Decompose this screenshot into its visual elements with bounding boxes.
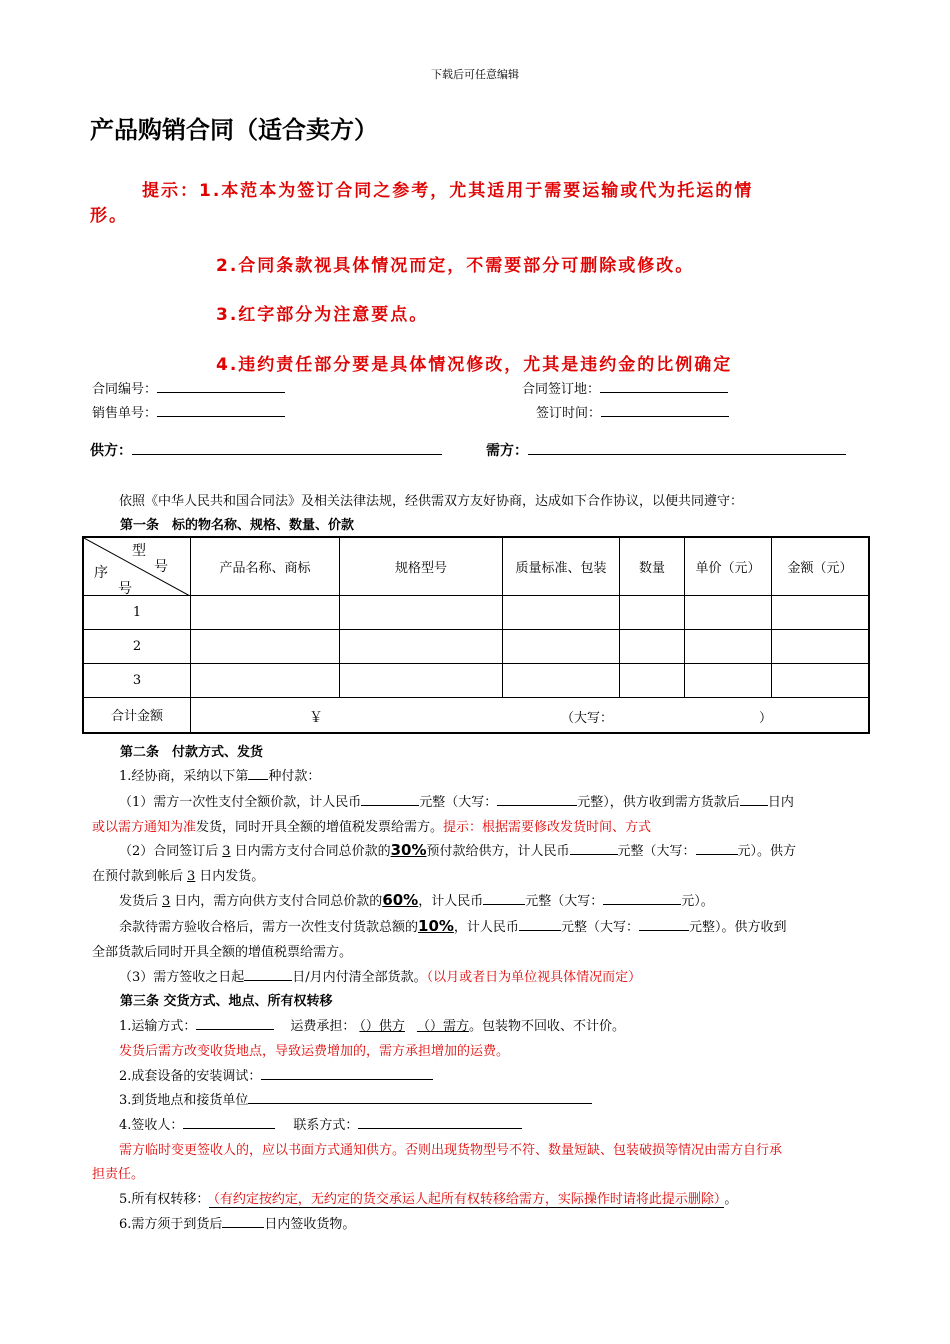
tip-4: 4.违约责任部分要是具体情况修改，尤其是违约金的比例确定 <box>216 355 733 375</box>
option-2-line2 <box>92 865 264 884</box>
p5-text-b: 日内发货。 <box>199 869 265 884</box>
col-header-unit-price: 单价（元） <box>685 537 772 595</box>
contact-blank[interactable] <box>358 1114 522 1129</box>
p1-text-a: 1.经协商，采纳以下第 <box>119 769 249 784</box>
table-row <box>83 663 869 697</box>
buyer-field[interactable] <box>486 440 846 460</box>
p4-days[interactable]: 3 <box>222 844 231 859</box>
cell-unit-price[interactable] <box>685 629 772 663</box>
option-2-line5: 全部货款后同时开具全额的增值税票给需方。 <box>92 945 353 960</box>
total-row <box>83 697 869 733</box>
cell-product[interactable] <box>191 663 340 697</box>
article-3-title: 第三条 交货方式、地点、所有权转移 <box>120 994 333 1009</box>
p7-text-a: 余款待需方验收合格后，需方一次性支付货款总额的 <box>119 920 419 935</box>
diagonal-header-cell <box>83 537 191 595</box>
buyer-label: 需方： <box>486 443 528 459</box>
installation-blank[interactable] <box>261 1065 433 1080</box>
p2-text-c: 元整），供方收到需方货款后 <box>577 795 740 810</box>
payment-choice-blank[interactable] <box>248 765 268 780</box>
row-index: 3 <box>83 663 191 697</box>
header-note: 下载后可任意编辑 <box>431 68 519 81</box>
l8-text-b: 。 <box>724 1192 738 1207</box>
p6-percent[interactable]: 60% <box>382 891 419 909</box>
col-header-qty: 数量 <box>620 537 685 595</box>
yen-sign: ￥ <box>309 709 323 726</box>
p3-red-tip: 提示：根据需要修改发货时间、方式 <box>443 820 652 835</box>
tip-1-line2: 形。 <box>90 206 128 226</box>
l8-text-a: 5.所有权转移： <box>119 1192 210 1207</box>
table-row <box>83 629 869 663</box>
total-label: 合计金额 <box>83 697 191 733</box>
p4-text-a: （2）合同签订后 <box>119 844 219 859</box>
ship-days-blank[interactable] <box>740 791 768 806</box>
cell-amount[interactable] <box>772 629 870 663</box>
p7-text-b: ，计人民币 <box>453 920 519 935</box>
p4-text-b: 日内需方支付合同总价款的 <box>234 844 391 859</box>
supplier-blank[interactable] <box>132 440 442 455</box>
payoff-days-blank[interactable] <box>244 966 292 981</box>
diag-label-xu: 序 <box>94 565 108 581</box>
l5-text-a: 4.签收人： <box>119 1118 184 1133</box>
option-2-line3 <box>119 890 714 909</box>
l1-text-a: 1.运输方式： <box>119 1019 197 1034</box>
cell-quality[interactable] <box>503 629 620 663</box>
l9-text-a: 6.需方须于到货后 <box>119 1217 223 1232</box>
freight-buyer-option[interactable]: （）需方 <box>416 1019 469 1034</box>
cell-quality[interactable] <box>503 595 620 629</box>
sales-no-label: 销售单号： <box>92 406 158 421</box>
sales-no-blank[interactable] <box>157 402 285 417</box>
p4-text-c: 预付款给供方，计人民币 <box>426 844 570 859</box>
sign-place-field[interactable] <box>522 378 728 397</box>
daxie-close: ） <box>759 710 773 726</box>
p4-percent[interactable]: 30% <box>390 841 427 859</box>
full-amount-daxie-blank[interactable] <box>497 791 577 806</box>
p3-text: 发货，同时开具全额的增值税发票给需方。 <box>196 820 444 835</box>
cell-quality[interactable] <box>503 663 620 697</box>
cell-spec[interactable] <box>340 629 503 663</box>
contract-no-blank[interactable] <box>157 378 285 393</box>
p7-text-d: 元整）。供方收到 <box>688 920 787 935</box>
l5-text-b: 联系方式： <box>293 1118 359 1133</box>
table-row <box>83 595 869 629</box>
diag-label-xing: 型 <box>132 543 146 559</box>
delivery-place-blank[interactable] <box>248 1089 592 1104</box>
p9-red-tip: （以月或者日为单位视具体情况而定） <box>426 970 642 985</box>
l1-text-e: 。包装物不回收、不计价。 <box>468 1019 625 1034</box>
receiver-change-note-2: 担责任。 <box>92 1167 145 1182</box>
cell-spec[interactable] <box>340 595 503 629</box>
contract-no-field[interactable] <box>92 378 285 397</box>
cell-qty[interactable] <box>620 663 685 697</box>
l9-text-b: 日内签收货物。 <box>264 1217 356 1232</box>
option-3-line <box>119 966 641 985</box>
sign-time-blank[interactable] <box>601 402 729 417</box>
cell-qty[interactable] <box>620 595 685 629</box>
second-pay-daxie-blank[interactable] <box>603 890 681 905</box>
supplier-field[interactable] <box>90 440 442 460</box>
ownership-red-tip: （有约定按约定，无约定的货交承运人起所有权转移给需方，实际操作时请将此提示删除） <box>209 1192 724 1208</box>
contract-no-label: 合同编号： <box>92 382 158 397</box>
p5-text-a: 在预付款到帐后 <box>92 869 184 884</box>
option-1-line2 <box>92 816 651 835</box>
p2-text-d: 日内 <box>767 795 794 810</box>
goods-table <box>82 536 870 734</box>
p6-text-c: ，计人民币 <box>418 894 484 909</box>
total-amount-cell[interactable] <box>191 697 870 733</box>
signoff-line <box>119 1213 355 1232</box>
sign-place-label: 合同签订地： <box>522 382 601 397</box>
p6-text-e: 元）。 <box>681 894 714 909</box>
sign-time-field[interactable] <box>536 402 729 421</box>
freight-change-note: 发货后需方改变收货地点，导致运费增加的，需方承担增加的运费。 <box>119 1044 510 1059</box>
p6-text-d: 元整（大写： <box>525 894 604 909</box>
p4-text-d: 元整（大写： <box>617 844 696 859</box>
p6-days[interactable]: 3 <box>162 894 171 909</box>
cell-qty[interactable] <box>620 629 685 663</box>
cell-product[interactable] <box>191 595 340 629</box>
payment-choice-line <box>119 765 320 784</box>
col-header-quality: 质量标准、包装 <box>503 537 620 595</box>
option-2-line4 <box>119 916 786 935</box>
col-header-product: 产品名称、商标 <box>191 537 340 595</box>
full-amount-blank[interactable] <box>361 791 419 806</box>
ownership-line <box>119 1188 737 1207</box>
row-index: 2 <box>83 629 191 663</box>
page-title: 产品购销合同（适合卖方） <box>90 116 378 144</box>
receiver-line <box>119 1114 522 1133</box>
row-index: 1 <box>83 595 191 629</box>
diag-label-hao-bottom: 号 <box>118 581 132 597</box>
buyer-blank[interactable] <box>528 440 846 455</box>
tip-3: 3.红字部分为注意要点。 <box>216 305 429 325</box>
tip-1-line1: 提示：1.本范本为签订合同之参考，尤其适用于需要运输或代为托运的情 <box>142 181 754 201</box>
option-2-line <box>119 840 796 859</box>
p3-red-note: 或以需方通知为准 <box>92 820 197 835</box>
col-header-spec: 规格型号 <box>340 537 503 595</box>
p4-text-e: 元）。供方 <box>737 844 797 859</box>
cell-product[interactable] <box>191 629 340 663</box>
receiver-blank[interactable] <box>183 1114 275 1129</box>
supplier-label: 供方： <box>90 443 132 459</box>
cell-unit-price[interactable] <box>685 663 772 697</box>
l1-text-b: 运费承担： <box>290 1019 356 1034</box>
p7-percent[interactable]: 10% <box>418 917 454 935</box>
col-header-amount: 金额（元） <box>772 537 870 595</box>
transport-method-blank[interactable] <box>196 1015 274 1030</box>
article-2-title: 第二条 付款方式、发货 <box>120 745 264 760</box>
daxie-open: （大写： <box>561 710 614 726</box>
intro-text: 依照《中华人民共和国合同法》及相关法律法规，经供需双方友好协商，达成如下合作协议，以便共同遵守： <box>119 494 744 509</box>
p6-text-b: 日内，需方向供方支付合同总价款的 <box>174 894 383 909</box>
cell-spec[interactable] <box>340 663 503 697</box>
p2-text-a: （1）需方一次性支付全额价款，计人民币 <box>119 795 362 810</box>
p6-text-a: 发货后 <box>119 894 159 909</box>
sales-no-field[interactable] <box>92 402 285 421</box>
balance-daxie-blank[interactable] <box>639 916 689 931</box>
prepay-daxie-blank[interactable] <box>696 840 738 855</box>
l3-text: 2.成套设备的安装调试： <box>119 1069 262 1084</box>
diag-label-hao-top: 号 <box>154 559 168 575</box>
prepay-amount-blank[interactable] <box>570 840 618 855</box>
table-header-row <box>83 537 869 595</box>
p9-text-a: （3）需方签收之日起 <box>119 970 245 985</box>
sign-place-blank[interactable] <box>600 378 728 393</box>
delivery-place-line <box>119 1089 592 1108</box>
p2-text-b: 元整（大写： <box>419 795 498 810</box>
cell-unit-price[interactable] <box>685 595 772 629</box>
installation-line <box>119 1065 433 1084</box>
tip-2: 2.合同条款视具体情况而定，不需要部分可删除或修改。 <box>216 256 695 276</box>
p5-days[interactable]: 3 <box>187 869 196 884</box>
article-1-title: 第一条 标的物名称、规格、数量、价款 <box>120 518 355 533</box>
receiver-change-note: 需方临时变更签收人的，应以书面方式通知供方。否则出现货物型号不符、数量短缺、包装破损等情况由需方自行承 <box>119 1143 783 1158</box>
cell-amount[interactable] <box>772 595 870 629</box>
freight-supplier-option[interactable]: （）供方 <box>359 1019 405 1034</box>
second-pay-amount-blank[interactable] <box>483 890 525 905</box>
signoff-days-blank[interactable] <box>222 1213 264 1228</box>
l4-text: 3.到货地点和接货单位 <box>119 1093 249 1108</box>
cell-amount[interactable] <box>772 663 870 697</box>
transport-line <box>119 1015 625 1034</box>
option-1-line <box>119 791 794 810</box>
balance-amount-blank[interactable] <box>519 916 561 931</box>
p7-text-c: 元整（大写： <box>560 920 639 935</box>
p1-text-b: 种付款： <box>268 769 321 784</box>
p9-text-b: 日/月内付清全部货款。 <box>292 970 427 985</box>
sign-time-label: 签订时间： <box>536 406 602 421</box>
